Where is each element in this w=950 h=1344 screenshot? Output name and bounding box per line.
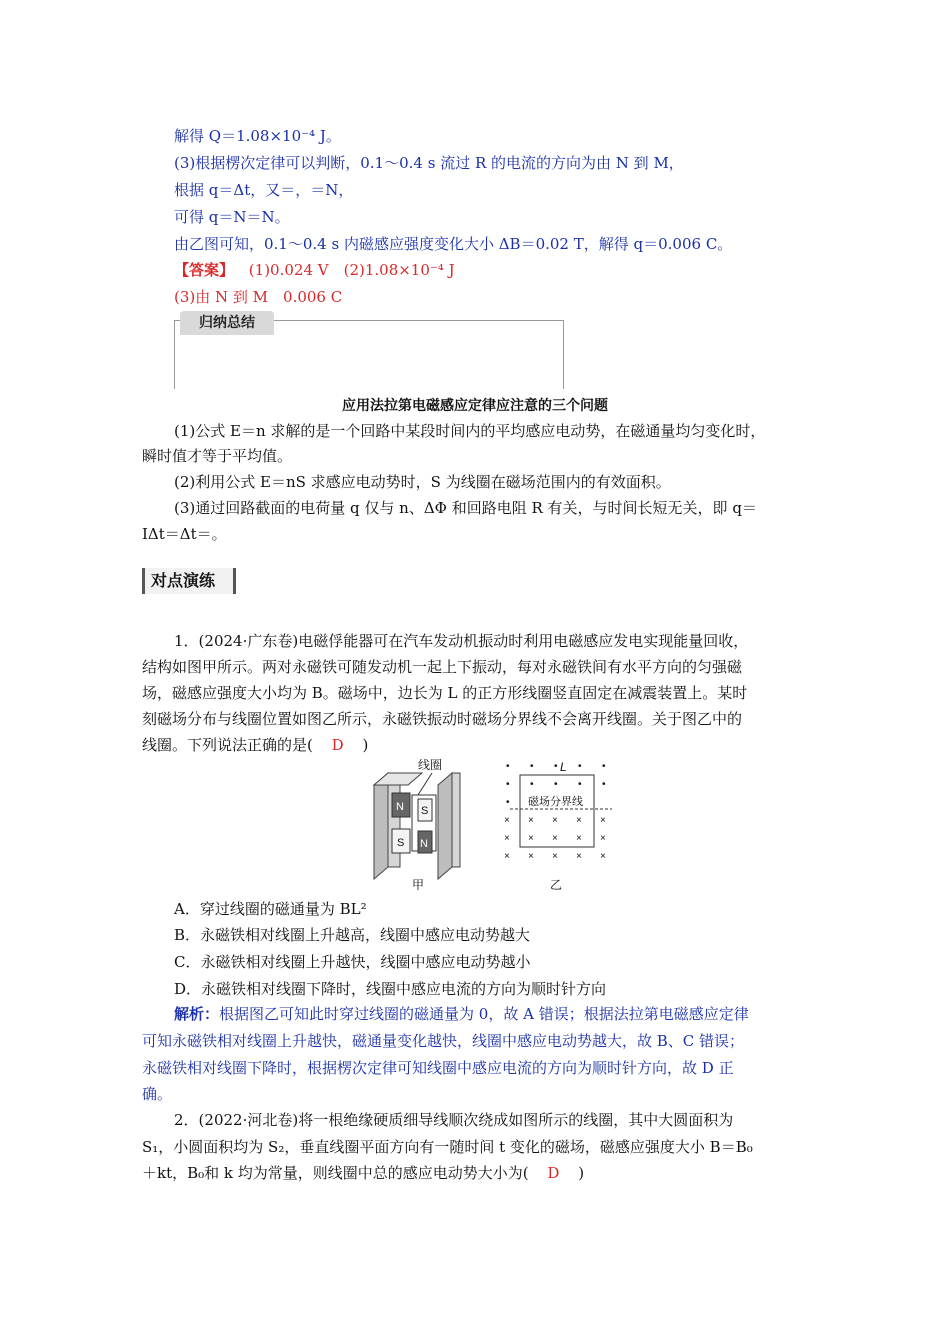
figure-jia [374,757,460,892]
svg-text:×: × [504,815,510,826]
svg-text:•: • [554,761,558,772]
svg-text:×: × [504,851,510,862]
summary-tab: 归纳总结 [180,311,274,335]
svg-text:•: • [506,761,510,772]
solution-line-4: 可得 q＝N＝N。 [174,208,290,226]
fig-yi-label: 乙 [550,878,563,892]
fig-label-N-1: N [396,801,404,813]
svg-text:×: × [504,833,510,844]
svg-text:×: × [600,851,606,862]
solution-line-3: 根据 q＝Δt，又＝，＝N， [174,181,354,199]
svg-text:•: • [602,779,606,790]
answer-line [174,260,455,280]
fig-boundary-label: 磁场分界线 [528,795,583,808]
fig-L-label: L [560,760,567,774]
summary-title: 应用法拉第电磁感应定律应注意的三个问题 [342,398,608,414]
option-a: A．穿过线圈的磁通量为 BL² [174,900,367,918]
svg-text:•: • [506,797,510,808]
svg-text:•: • [554,779,558,790]
summary-item-2: (2)利用公式 E＝nS 求感应电动势时，S 为线圈在磁场范围内的有效面积。 [174,473,671,491]
answer-text: (1)0.024 V (2)1.08×10⁻⁴ J [248,261,455,279]
svg-text:×: × [600,815,606,826]
option-c: C．永磁铁相对线圈上升越快，线圈中感应电动势越小 [174,953,531,971]
fig-label-N-2: N [420,838,428,850]
q2-line-a: 2．(2022·河北卷)将一根绝缘硬质细导线顺次绕成如图所示的线圈，其中大圆面积为 [174,1111,734,1129]
summary-item-3b: IΔt＝Δt＝。 [142,525,227,543]
answer-label: 【答案】 [174,261,235,279]
practice-tag: 对点演练 [142,568,236,594]
svg-text:•: • [530,761,534,772]
svg-text:×: × [528,815,534,826]
q1-line-e [142,735,368,755]
svg-text:×: × [576,851,582,862]
q1-paren-close: ) [362,736,369,754]
summary-item-3a: (3)通过回路截面的电荷量 q 仅与 n、ΔΦ 和回路电阻 R 有关，与时间长短无关，即 q＝ [174,499,757,517]
svg-text:×: × [600,833,606,844]
analysis-line-4: 确。 [142,1085,173,1103]
svg-text:•: • [578,761,582,772]
q2-paren-close: ) [578,1164,585,1182]
svg-text:×: × [552,833,558,844]
analysis-label: 解析： [174,1005,220,1023]
analysis-line-3: 永磁铁相对线圈下降时，根据楞次定律可知线圈中感应电流的方向为顺时针方向，故 D 正 [142,1059,734,1077]
q1-line-c: 场，磁感应强度大小均为 B。磁场中，边长为 L 的正方形线圈竖直固定在减震装置上。某时 [142,684,748,702]
svg-text:×: × [576,815,582,826]
svg-text:×: × [528,851,534,862]
fig-label-S-2: S [421,805,429,817]
q1-line-d: 刻磁场分布与线圈位置如图乙所示，永磁铁振动时磁场分界线不会离开线圈。关于图乙中的 [142,710,743,728]
q1-figure [360,755,620,895]
svg-text:•: • [530,779,534,790]
solution-line-1: 解得 Q＝1.08×10⁻⁴ J。 [174,127,341,145]
q2-line-c [142,1163,584,1183]
q1-line-a: 1．(2024·广东卷)电磁俘能器可在汽车发动机振动时利用电磁感应发电实现能量回收， [174,632,749,650]
solution-line-2: (3)根据楞次定律可以判断，0.1～0.4 s 流过 R 的电流的方向为由 N 到 M， [174,154,684,172]
fig-jia-label: 甲 [412,878,425,892]
analysis-text-1: 根据图乙可知此时穿过线圈的磁通量为 0，故 A 错误；根据法拉第电磁感应定律 [219,1005,749,1023]
fig-label-S-1: S [397,837,405,849]
svg-text:×: × [552,851,558,862]
q2-line-b: S₁，小圆面积均为 S₂，垂直线圈平面方向有一随时间 t 变化的磁场，磁感应强度大小 B＝B₀ [142,1138,753,1156]
summary-item-1a: (1)公式 E＝n 求解的是一个回路中某段时间内的平均感应电动势，在磁通量均匀变化时， [174,422,766,440]
svg-text:•: • [506,779,510,790]
svg-text:•: • [578,779,582,790]
q1-line-b: 结构如图甲所示。两对永磁铁可随发动机一起上下振动，每对永磁铁间有水平方向的匀强磁 [142,658,743,676]
option-b: B．永磁铁相对线圈上升越高，线圈中感应电动势越大 [174,926,531,944]
answer-line-3: (3)由 N 到 M 0.006 C [174,288,343,306]
q2-stem-end: ＋kt，B₀和 k 均为常量，则线圈中总的感应电动势大小为( [142,1164,529,1182]
svg-text:×: × [528,833,534,844]
svg-text:×: × [576,833,582,844]
q2-answer: D [547,1164,560,1182]
solution-line-5: 由乙图可知，0.1～0.4 s 内磁感应强度变化大小 ΔB＝0.02 T，解得 q＝0.006 C。 [174,235,733,253]
summary-item-1b: 瞬时值才等于平均值。 [142,447,293,465]
svg-text:×: × [552,815,558,826]
option-d: D．永磁铁相对线圈下降时，线圈中感应电流的方向为顺时针方向 [174,980,607,998]
fig-coil-label: 线圈 [418,758,443,772]
figure-yi [504,760,612,892]
analysis-line-1 [174,1004,749,1024]
analysis-line-2: 可知永磁铁相对线圈上升越快，磁通量变化越快，线圈中感应电动势越大，故 B、C 错误； [142,1032,745,1050]
svg-text:•: • [602,761,606,772]
q1-answer: D [331,736,344,754]
q1-stem-end: 线圈。下列说法正确的是( [142,736,313,754]
